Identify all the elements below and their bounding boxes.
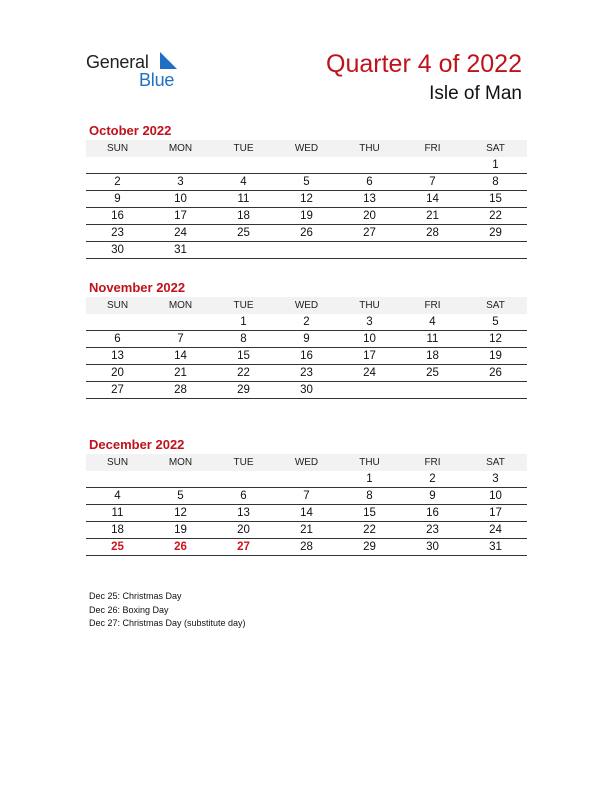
day-cell: 5: [149, 488, 212, 505]
day-cell: 1: [338, 471, 401, 488]
day-cell: 22: [212, 365, 275, 382]
day-cell: 27: [338, 225, 401, 242]
weekday-header: WED: [275, 454, 338, 471]
logo-text-general: General: [86, 52, 149, 72]
weekday-header: THU: [338, 140, 401, 157]
day-cell: 11: [401, 331, 464, 348]
day-cell: 16: [275, 348, 338, 365]
day-cell: 9: [275, 331, 338, 348]
weekday-header-row: [86, 140, 527, 157]
empty-day-cell: [212, 471, 275, 488]
weekday-header: SAT: [464, 297, 527, 314]
day-cell: 30: [275, 382, 338, 399]
weekday-header: SAT: [464, 140, 527, 157]
day-cell: 11: [212, 191, 275, 208]
day-cell: 1: [212, 314, 275, 331]
week-row: [86, 314, 527, 331]
day-cell: 8: [212, 331, 275, 348]
day-cell: 15: [338, 505, 401, 522]
day-cell: 18: [212, 208, 275, 225]
day-cell: 9: [86, 191, 149, 208]
holiday-note: Dec 26: Boxing Day: [89, 604, 169, 615]
week-row: [86, 174, 527, 191]
empty-day-cell: [149, 314, 212, 331]
day-cell: 2: [401, 471, 464, 488]
day-cell: 10: [149, 191, 212, 208]
empty-day-cell: [401, 157, 464, 174]
weekday-header: TUE: [212, 297, 275, 314]
day-cell: 6: [338, 174, 401, 191]
day-cell: 19: [149, 522, 212, 539]
day-cell: 28: [401, 225, 464, 242]
weekday-header: MON: [149, 297, 212, 314]
day-cell: 18: [401, 348, 464, 365]
day-cell: 28: [275, 539, 338, 556]
month-december: [86, 436, 527, 556]
empty-day-cell: [401, 382, 464, 399]
day-cell: 13: [212, 505, 275, 522]
logo-text-blue: Blue: [139, 70, 175, 90]
day-cell: 2: [275, 314, 338, 331]
day-cell: 27: [212, 539, 275, 556]
day-cell: 4: [401, 314, 464, 331]
holiday-note: Dec 27: Christmas Day (substitute day): [89, 618, 246, 628]
weekday-header: THU: [338, 297, 401, 314]
day-cell: 4: [212, 174, 275, 191]
day-cell: 14: [275, 505, 338, 522]
day-cell: 14: [401, 191, 464, 208]
week-row: [86, 539, 527, 556]
day-cell: 8: [338, 488, 401, 505]
week-row: [86, 157, 527, 174]
day-cell: 29: [464, 225, 527, 242]
empty-day-cell: [86, 314, 149, 331]
day-cell: 6: [86, 331, 149, 348]
day-cell: 17: [149, 208, 212, 225]
empty-day-cell: [275, 242, 338, 259]
day-cell: 20: [338, 208, 401, 225]
day-cell: 16: [86, 208, 149, 225]
day-cell: 30: [401, 539, 464, 556]
empty-day-cell: [86, 157, 149, 174]
weekday-header: MON: [149, 454, 212, 471]
week-row: [86, 365, 527, 382]
weekday-header: WED: [275, 297, 338, 314]
empty-day-cell: [149, 157, 212, 174]
day-cell: 7: [275, 488, 338, 505]
weekday-header: MON: [149, 140, 212, 157]
empty-day-cell: [212, 242, 275, 259]
day-cell: 17: [338, 348, 401, 365]
day-cell: 19: [464, 348, 527, 365]
day-cell: 7: [401, 174, 464, 191]
day-cell: 8: [464, 174, 527, 191]
empty-day-cell: [464, 382, 527, 399]
empty-day-cell: [464, 242, 527, 259]
month-title: December 2022: [89, 437, 185, 452]
day-cell: 12: [464, 331, 527, 348]
empty-day-cell: [149, 471, 212, 488]
holiday-note: Dec 25: Christmas Day: [89, 591, 182, 601]
week-row: [86, 331, 527, 348]
generalblue-logo: [86, 52, 196, 92]
weekday-header: TUE: [212, 140, 275, 157]
weekday-header: SUN: [86, 454, 149, 471]
day-cell: 25: [86, 539, 149, 556]
day-cell: 27: [86, 382, 149, 399]
day-cell: 5: [464, 314, 527, 331]
empty-day-cell: [275, 157, 338, 174]
day-cell: 4: [86, 488, 149, 505]
calendar-table: [86, 454, 527, 556]
day-cell: 18: [86, 522, 149, 539]
day-cell: 26: [149, 539, 212, 556]
day-cell: 28: [149, 382, 212, 399]
weekday-header: SUN: [86, 297, 149, 314]
day-cell: 29: [212, 382, 275, 399]
day-cell: 17: [464, 505, 527, 522]
day-cell: 12: [149, 505, 212, 522]
day-cell: 12: [275, 191, 338, 208]
week-row: [86, 242, 527, 259]
month-title: October 2022: [89, 123, 172, 138]
month-title: November 2022: [89, 280, 186, 295]
country-name: Isle of Man: [429, 83, 522, 104]
empty-day-cell: [275, 471, 338, 488]
day-cell: 10: [464, 488, 527, 505]
day-cell: 22: [338, 522, 401, 539]
empty-day-cell: [212, 157, 275, 174]
day-cell: 16: [401, 505, 464, 522]
empty-day-cell: [86, 471, 149, 488]
day-cell: 2: [86, 174, 149, 191]
day-cell: 31: [149, 242, 212, 259]
day-cell: 3: [338, 314, 401, 331]
day-cell: 5: [275, 174, 338, 191]
day-cell: 14: [149, 348, 212, 365]
day-cell: 13: [338, 191, 401, 208]
day-cell: 30: [86, 242, 149, 259]
day-cell: 15: [212, 348, 275, 365]
day-cell: 3: [464, 471, 527, 488]
day-cell: 24: [464, 522, 527, 539]
day-cell: 23: [86, 225, 149, 242]
weekday-header-row: [86, 297, 527, 314]
week-row: [86, 505, 527, 522]
calendar-table: [86, 297, 527, 399]
day-cell: 22: [464, 208, 527, 225]
week-row: [86, 225, 527, 242]
page-title: Quarter 4 of 2022: [326, 50, 522, 78]
day-cell: 21: [401, 208, 464, 225]
weekday-header-row: [86, 454, 527, 471]
calendar-table: [86, 140, 527, 259]
empty-day-cell: [338, 382, 401, 399]
weekday-header: SAT: [464, 454, 527, 471]
month-october: [86, 122, 527, 259]
day-cell: 21: [149, 365, 212, 382]
day-cell: 20: [212, 522, 275, 539]
day-cell: 7: [149, 331, 212, 348]
month-november: [86, 279, 527, 399]
empty-day-cell: [338, 157, 401, 174]
day-cell: 29: [338, 539, 401, 556]
empty-day-cell: [401, 242, 464, 259]
day-cell: 24: [149, 225, 212, 242]
day-cell: 11: [86, 505, 149, 522]
day-cell: 23: [275, 365, 338, 382]
day-cell: 24: [338, 365, 401, 382]
day-cell: 21: [275, 522, 338, 539]
day-cell: 26: [464, 365, 527, 382]
empty-day-cell: [338, 242, 401, 259]
week-row: [86, 208, 527, 225]
weekday-header: FRI: [401, 297, 464, 314]
day-cell: 19: [275, 208, 338, 225]
weekday-header: SUN: [86, 140, 149, 157]
day-cell: 31: [464, 539, 527, 556]
day-cell: 15: [464, 191, 527, 208]
day-cell: 3: [149, 174, 212, 191]
weekday-header: FRI: [401, 140, 464, 157]
weekday-header: TUE: [212, 454, 275, 471]
day-cell: 6: [212, 488, 275, 505]
day-cell: 25: [401, 365, 464, 382]
week-row: [86, 382, 527, 399]
week-row: [86, 471, 527, 488]
day-cell: 25: [212, 225, 275, 242]
week-row: [86, 488, 527, 505]
weekday-header: WED: [275, 140, 338, 157]
day-cell: 9: [401, 488, 464, 505]
weekday-header: FRI: [401, 454, 464, 471]
day-cell: 23: [401, 522, 464, 539]
day-cell: 20: [86, 365, 149, 382]
holiday-notes: [89, 590, 246, 631]
day-cell: 1: [464, 157, 527, 174]
week-row: [86, 191, 527, 208]
day-cell: 13: [86, 348, 149, 365]
weekday-header: THU: [338, 454, 401, 471]
week-row: [86, 522, 527, 539]
week-row: [86, 348, 527, 365]
day-cell: 26: [275, 225, 338, 242]
day-cell: 10: [338, 331, 401, 348]
logo-flag-icon: [160, 52, 178, 70]
